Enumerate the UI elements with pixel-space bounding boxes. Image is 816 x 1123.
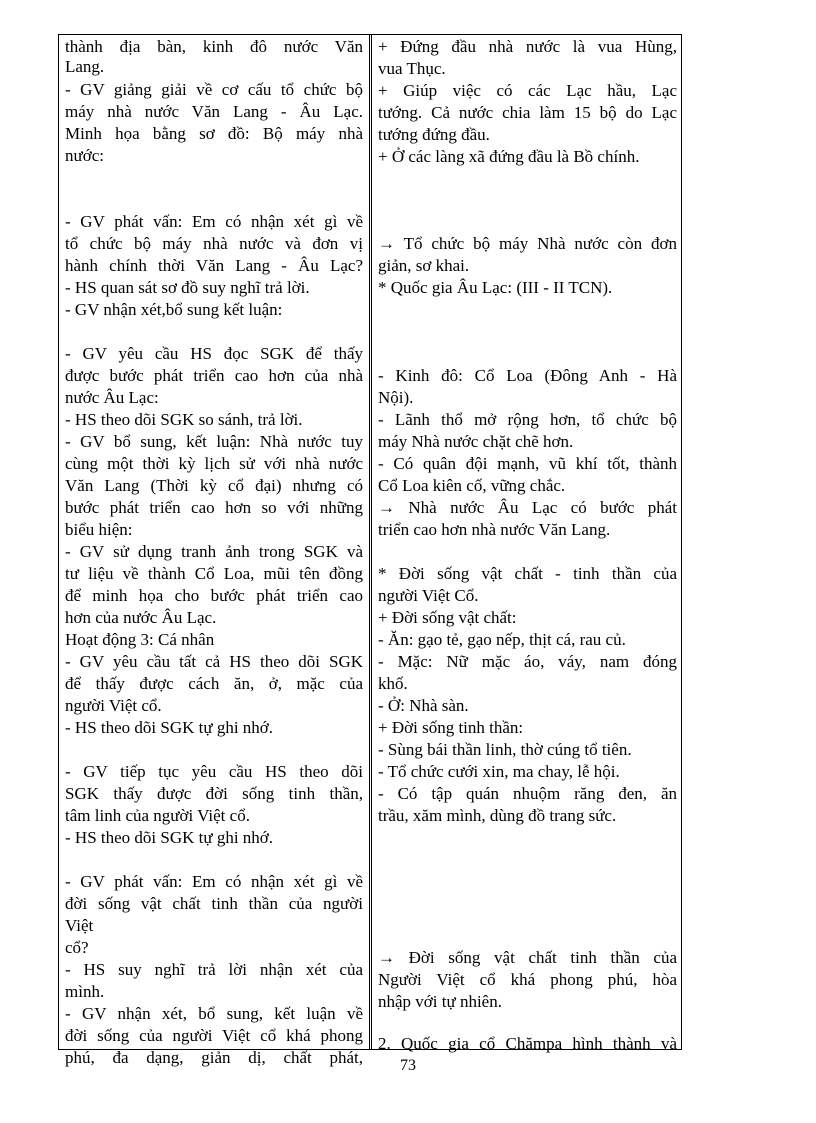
left-text-line: - GV yêu cầu tất cả HS theo dõi SGK (65, 652, 363, 671)
left-text-line: - GV tiếp tục yêu cầu HS theo dõi (65, 762, 363, 781)
left-text-line: - GV bổ sung, kết luận: Nhà nước tuy (65, 432, 363, 451)
left-text-line: - GV nhận xét, bổ sung, kết luận về (65, 1004, 363, 1023)
left-text-line: Minh họa bằng sơ đồ: Bộ máy nhà (65, 124, 363, 143)
right-text-line: + Giúp việc có các Lạc hầu, Lạc (378, 81, 677, 100)
right-text-line: - Có quân đội mạnh, vũ khí tốt, thành (378, 454, 677, 473)
left-text-line: Việt (65, 916, 94, 935)
left-text-line: - HS quan sát sơ đồ suy nghĩ trả lời. (65, 278, 310, 297)
left-text-line: - HS theo dõi SGK so sánh, trả lời. (65, 410, 303, 429)
right-text-line: nhập với tự nhiên. (378, 992, 502, 1011)
left-text-line: cùng một thời kỳ lịch sử với nhà nước (65, 454, 363, 473)
left-text-line: đời sống của người Việt cổ khá phong (65, 1026, 363, 1045)
right-text-line: khố. (378, 674, 408, 693)
right-text-line: + Đời sống vật chất: (378, 608, 517, 627)
right-text-line: 2. Quốc gia cổ Chămpa hình thành và (378, 1034, 677, 1053)
right-text-line: + Ở các làng xã đứng đầu là Bồ chính. (378, 147, 640, 166)
right-text-line: - Kinh đô: Cổ Loa (Đông Anh - Hà (378, 366, 677, 385)
right-text-line: * Đời sống vật chất - tinh thần của (378, 564, 677, 583)
right-text-line: - Ăn: gạo tẻ, gạo nếp, thịt cá, rau củ. (378, 630, 626, 649)
left-text-line: để thấy được cách ăn, ở, mặc của (65, 674, 363, 693)
left-text-line: hơn của nước Âu Lạc. (65, 608, 217, 627)
left-text-line: mình. (65, 982, 105, 1001)
right-text-line: vua Thục. (378, 59, 446, 78)
right-text-line: - Sùng bái thần linh, thờ cúng tổ tiên. (378, 740, 632, 759)
right-text-line: máy Nhà nước chặt chẽ hơn. (378, 432, 574, 451)
left-text-line: máy nhà nước Văn Lang - Âu Lạc. (65, 102, 363, 121)
left-text-line: để minh họa cho bước phát triển cao (65, 586, 363, 605)
left-text-line: hành chính thời Văn Lang - Âu Lạc? (65, 256, 363, 275)
right-text-line: → Tổ chức bộ máy Nhà nước còn đơn (378, 234, 677, 253)
left-text-line: - HS suy nghĩ trả lời nhận xét của (65, 960, 363, 979)
page-number: 73 (400, 1057, 416, 1074)
left-text-line: tổ chức bộ máy nhà nước và đơn vị (65, 234, 363, 253)
left-text-line: tư liệu về thành Cổ Loa, mũi tên đồng (65, 564, 363, 583)
left-text-line: Văn Lang (Thời kỳ cổ đại) nhưng có (65, 476, 363, 495)
right-text-line: Nội). (378, 388, 414, 407)
right-text-line: giản, sơ khai. (378, 256, 470, 275)
left-text-line: - GV giảng giải về cơ cấu tổ chức bộ (65, 80, 363, 99)
left-text-line: người Việt cổ. (65, 696, 162, 715)
right-text-line: + Đứng đầu nhà nước là vua Hùng, (378, 37, 677, 56)
left-text-line: được bước phát triển cao hơn của nhà (65, 366, 363, 385)
left-text-line: Lang. (65, 57, 105, 76)
left-text-line: phú, đa dạng, giản dị, chất phát, (65, 1048, 363, 1067)
left-text-line: tâm linh của người Việt cổ. (65, 806, 250, 825)
right-text-line: + Đời sống tinh thần: (378, 718, 524, 737)
left-text-line: - GV phát vấn: Em có nhận xét gì về (65, 212, 363, 231)
left-text-line: thành địa bàn, kinh đô nước Văn (65, 37, 363, 56)
right-text-line: → Đời sống vật chất tinh thần của (378, 948, 677, 967)
left-text-line: - GV sử dụng tranh ảnh trong SGK và (65, 542, 363, 561)
left-text-line: SGK thấy được đời sống tinh thần, (65, 784, 363, 803)
left-text-line: bước phát triển cao hơn so với những (65, 498, 363, 517)
right-text-line: - Ở: Nhà sàn. (378, 696, 469, 715)
right-text-line: tướng. Cả nước chia làm 15 bộ do Lạc (378, 103, 677, 122)
left-text-line: nước Âu Lạc: (65, 388, 159, 407)
left-text-line: - GV phát vấn: Em có nhận xét gì về (65, 872, 363, 891)
right-text-line: - Tổ chức cưới xin, ma chay, lễ hội. (378, 762, 620, 781)
right-text-line: → Nhà nước Âu Lạc có bước phát (378, 498, 677, 517)
right-text-line: Cổ Loa kiên cố, vững chắc. (378, 476, 566, 495)
left-text-line: cổ? (65, 938, 89, 957)
left-text-line: - HS theo dõi SGK tự ghi nhớ. (65, 828, 274, 847)
left-text-line: Hoạt động 3: Cá nhân (65, 630, 215, 649)
left-text-line: đời sống vật chất tinh thần của người (65, 894, 363, 913)
right-text-line: - Mặc: Nữ mặc áo, váy, nam đóng (378, 652, 677, 671)
left-text-line: - HS theo dõi SGK tự ghi nhớ. (65, 718, 274, 737)
right-text-line: người Việt Cổ. (378, 586, 479, 605)
right-text-line: trầu, xăm mình, dùng đồ trang sức. (378, 806, 617, 825)
right-text-line: Người Việt cổ khá phong phú, hòa (378, 970, 677, 989)
right-text-line: - Có tập quán nhuộm răng đen, ăn (378, 784, 677, 803)
right-text-line: tướng đứng đầu. (378, 125, 490, 144)
right-text-line: * Quốc gia Âu Lạc: (III - II TCN). (378, 278, 613, 297)
left-text-line: - GV yêu cầu HS đọc SGK để thấy (65, 344, 363, 363)
column-divider (369, 35, 372, 1049)
left-text-line: nước: (65, 146, 104, 165)
left-text-line: - GV nhận xét,bổ sung kết luận: (65, 300, 283, 319)
right-text-line: triển cao hơn nhà nước Văn Lang. (378, 520, 611, 539)
right-text-line: - Lãnh thổ mở rộng hơn, tổ chức bộ (378, 410, 677, 429)
left-text-line: biểu hiện: (65, 520, 133, 539)
